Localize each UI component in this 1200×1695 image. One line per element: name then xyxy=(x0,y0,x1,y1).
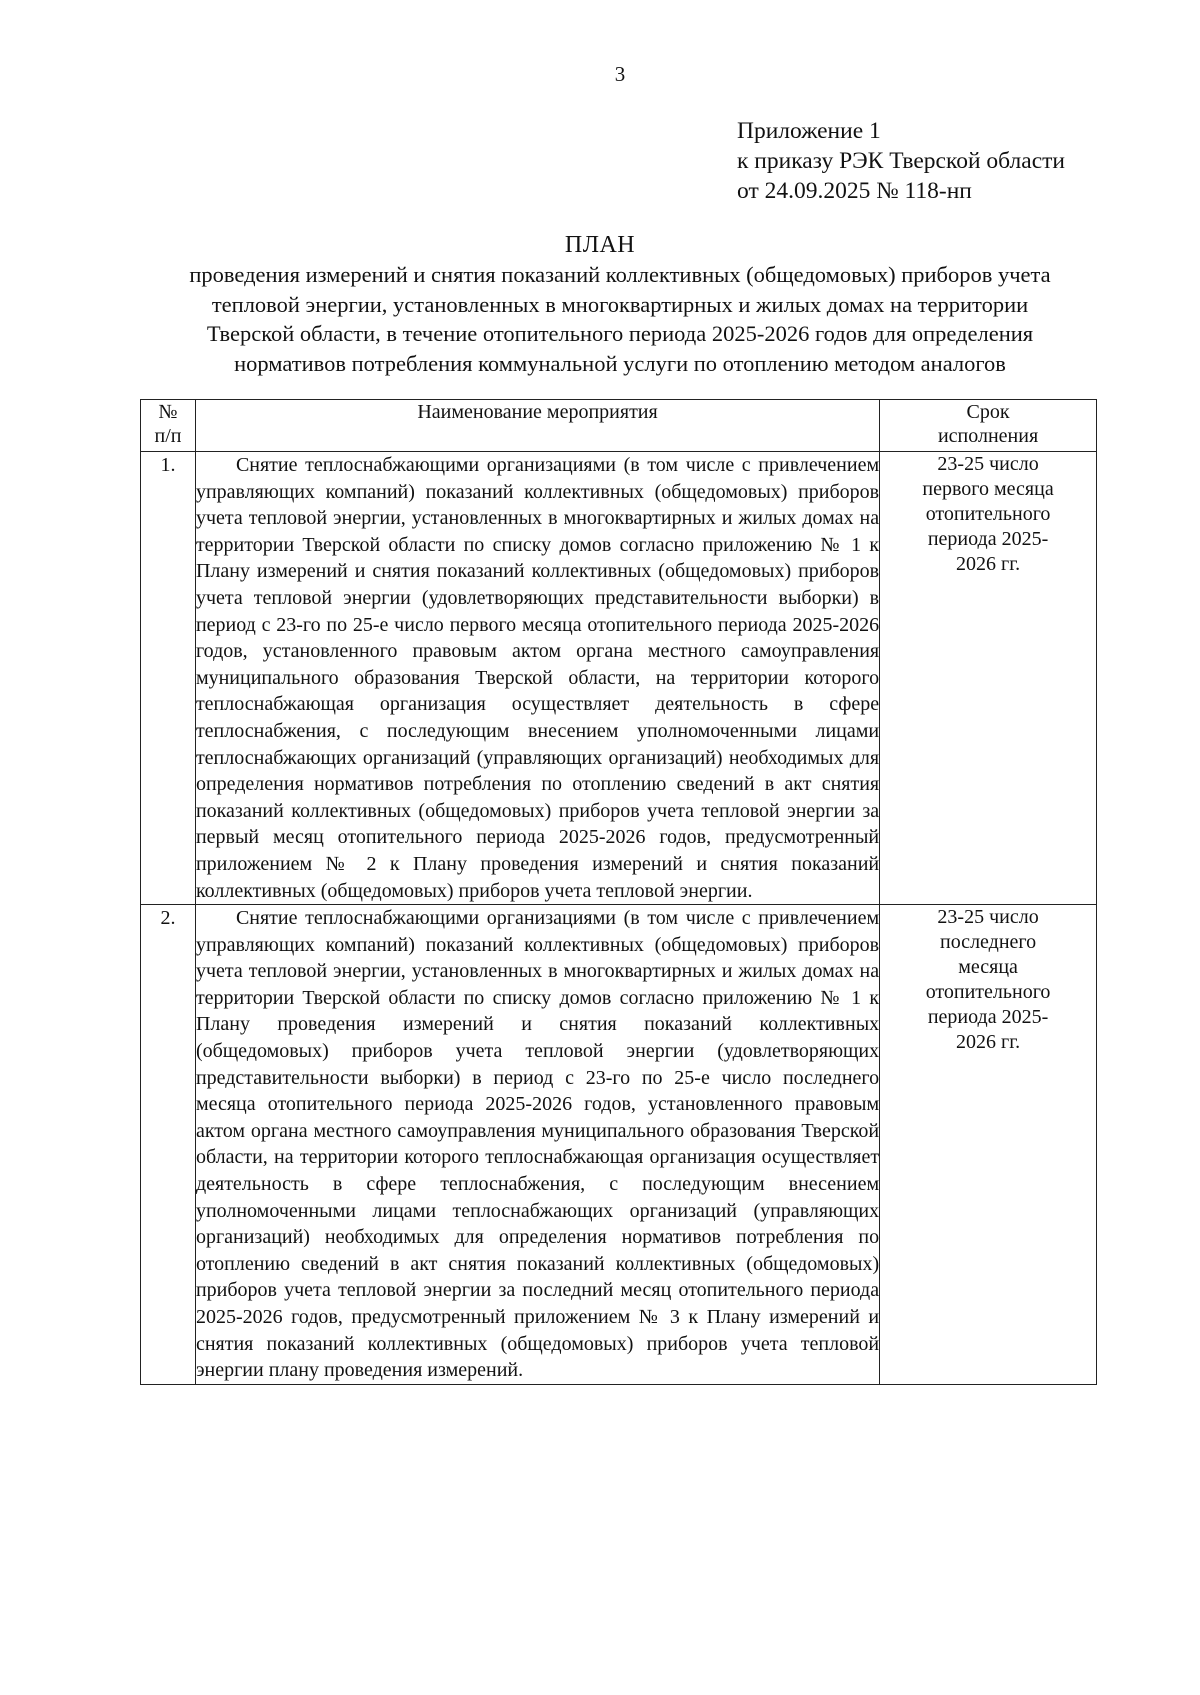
row-number: 1. xyxy=(141,452,196,905)
appendix-line: к приказу РЭК Тверской области xyxy=(737,148,1065,174)
appendix-line: Приложение 1 xyxy=(737,118,881,144)
table-row xyxy=(141,452,1097,905)
document-title: ПЛАН xyxy=(564,232,636,258)
subtitle-line: тепловой энергии, установленных в многоквартирных и жилых домах на территории xyxy=(211,291,1029,317)
appendix-line: от 24.09.2025 № 118-нп xyxy=(737,178,972,204)
header-deadline-label: Срок исполнения xyxy=(937,401,1039,447)
row-activity-text: Снятие теплоснабжающими организациями (в том числе с привлечением управляющих компаний) показаний коллективных (общедомовых) приборов учета тепловой энергии, установленных в многоквартирных и жилых домах на территории Тверской области по списку домов согласно приложению № 1 к Плану проведения измерений и снятия показаний коллективных (общедомовых) приборов учета тепловой энергии (удовлетворяющих представительности выборки) в период с 23-го по 25-е число последнего месяца отопительного периода 2025-2026 годов, установленного правовым актом органа местного самоуправления муниципального образования Тверской области, на территории которого теплоснабжающая организация осуществляет деятельность в сфере теплоснабжения, с последующим внесением уполномоченными лицами теплоснабжающих организаций (управляющих организаций) необходимых для определения нормативов потребления по отоплению сведений в акт снятия показаний коллективных (общедомовых) приборов учета тепловой энергии за последний месяц отопительного периода 2025-2026 годов, предусмотренный приложением № 3 к Плану измерений и снятия показаний коллективных (общедомовых) приборов учета тепловой энергии плану проведения измерений. xyxy=(195,907,880,1382)
header-deadline xyxy=(880,400,1097,452)
subtitle-line: нормативов потребления коммунальной услуги по отоплению методом аналогов xyxy=(234,350,1006,376)
row-activity xyxy=(195,452,879,905)
page-number: 3 xyxy=(614,62,626,86)
appendix-reference xyxy=(737,116,1065,206)
table-header-row xyxy=(141,400,1097,452)
row-activity xyxy=(195,905,879,1385)
subtitle-line: проведения измерений и снятия показаний коллективных (общедомовых) приборов учета xyxy=(189,262,1051,287)
table-row xyxy=(141,905,1097,1385)
row-deadline-text: 23-25 число последнего месяца отопительного периода 2025- 2026 гг. xyxy=(925,906,1051,1054)
header-number xyxy=(141,400,196,452)
row-activity-text: Снятие теплоснабжающими организациями (в том числе с привлечением управляющих компаний) показаний коллективных (общедомовых) приборов учета тепловой энергии, установленных в многоквартирных и жилых домах на территории Тверской области по списку домов согласно приложению № 1 к Плану измерений и снятия показаний коллективных (общедомовых) приборов учета тепловой энергии (удовлетворяющих представительности выборки) в период с 23-го по 25-е число первого месяца отопительного периода 2025-2026 годов, установленного правовым актом органа местного самоуправления муниципального образования Тверской области, на территории которого теплоснабжающая организация осуществляет деятельность в сфере теплоснабжения, с последующим внесением уполномоченными лицами теплоснабжающих организаций (управляющих организаций) необходимых для определения нормативов потребления по отоплению сведений в акт снятия показаний коллективных (общедомовых) приборов учета тепловой энергии за первый месяц отопительного периода 2025-2026 годов, предусмотренный приложением № 2 к Плану проведения измерений и снятия показаний коллективных (общедомовых) приборов учета тепловой энергии. xyxy=(195,454,880,902)
plan-table xyxy=(140,399,1097,1385)
document-subtitle xyxy=(140,260,1100,378)
row-deadline xyxy=(880,905,1097,1385)
row-deadline xyxy=(880,452,1097,905)
header-number-label: № п/п xyxy=(154,401,182,447)
row-deadline-text: 23-25 число первого месяца отопительного периода 2025- 2026 гг. xyxy=(922,453,1054,575)
row-number: 2. xyxy=(141,905,196,1385)
header-activity: Наименование мероприятия xyxy=(195,400,879,452)
subtitle-line: Тверской области, в течение отопительного периода 2025-2026 годов для определения xyxy=(206,321,1034,346)
